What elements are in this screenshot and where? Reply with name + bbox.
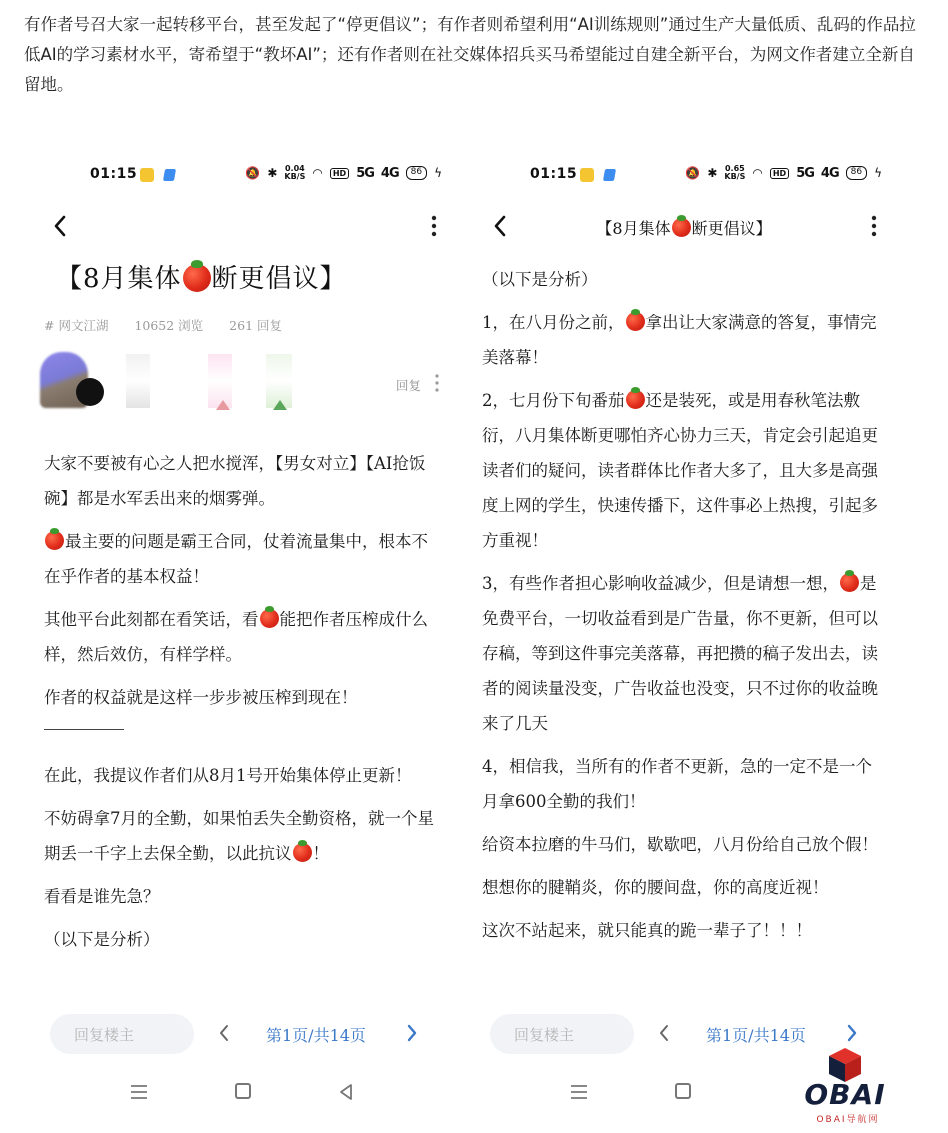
top-nav <box>30 208 458 244</box>
blurred-username <box>126 354 150 408</box>
body-paragraph: 想想你的腱鞘炎，你的腰间盘，你的高度近视！ <box>482 878 829 897</box>
tomato-icon <box>672 218 691 237</box>
menu-icon[interactable] <box>570 1084 588 1100</box>
tomato-icon <box>45 531 64 550</box>
article-intro-paragraph: 有作者号召大家一起转移平台，甚至发起了“停更倡议”；有作者则希望利用“AI训练规则”通过生产大量低质、乱码的作品拉低AI的学习素材水平，寄希望于“教坏AI”；还有作者则在社交媒体招兵买马希望能过自建全新平台，为网文作者建立全新自留地。 <box>24 15 916 94</box>
page-indicator[interactable]: 第1页/共14页 <box>706 1026 806 1045</box>
top-nav <box>470 208 898 244</box>
hd-icon: HD <box>330 168 349 179</box>
divider <box>44 729 124 730</box>
tomato-icon <box>260 609 279 628</box>
obai-logo <box>795 1046 915 1130</box>
signal-5g-icon: 5G <box>796 165 814 181</box>
status-bar <box>30 160 458 190</box>
app-notification-icon <box>140 168 154 182</box>
status-icons <box>685 165 882 181</box>
post-title: 【8月集体 断更倡议】 <box>56 264 347 294</box>
body-paragraph: 4，相信我，当所有的作者不更新，急的一定不是一个月拿600全勤的我们！ <box>482 757 872 811</box>
page-prev-icon[interactable] <box>656 1020 672 1046</box>
body-paragraph: 这次不站起来，就只能真的跪一辈子了！！！ <box>482 921 812 940</box>
tomato-icon <box>840 573 859 592</box>
battery-icon: 86 <box>406 166 427 180</box>
reply-input[interactable]: 回复楼主 <box>50 1014 194 1054</box>
page-next-icon[interactable] <box>404 1020 420 1046</box>
app-notification-icon-2 <box>163 169 176 181</box>
charging-icon: ϟ <box>874 166 882 180</box>
badge-triangle-icon <box>216 400 230 410</box>
body-paragraph: 最主要的问题是霸王合同，仗着流量集中，根本不在乎作者的基本权益！ <box>44 532 428 586</box>
home-icon[interactable] <box>675 1083 691 1099</box>
system-back-icon[interactable] <box>338 1083 354 1101</box>
badge-triangle-icon <box>273 400 287 410</box>
tomato-icon <box>626 312 645 331</box>
post-body <box>482 262 882 956</box>
post-body <box>44 446 444 965</box>
app-notification-icon-2 <box>603 169 616 181</box>
back-arrow-icon[interactable] <box>50 212 72 240</box>
network-speed: 0.65 KB/S <box>724 164 746 181</box>
tomato-icon <box>183 264 211 292</box>
signal-4g-icon: 4G <box>380 165 399 181</box>
mute-icon: 🔕 <box>245 166 261 180</box>
wifi-icon: ◠ <box>752 166 763 180</box>
network-speed: 0.04 KB/S <box>284 164 306 181</box>
status-time: 01:15 <box>90 166 138 182</box>
status-bar <box>470 160 898 190</box>
fade-mask <box>470 968 898 998</box>
body-paragraph: 1，在八月份之前， 拿出让大家满意的答复，事情完美落幕！ <box>482 313 877 367</box>
system-nav-bar <box>30 1078 458 1110</box>
reply-input[interactable]: 回复楼主 <box>490 1014 634 1054</box>
body-paragraph: 给资本拉磨的牛马们，歇歇吧，八月份给自己放个假！ <box>482 835 878 854</box>
view-count: 10652 浏览 <box>134 318 204 333</box>
tomato-icon <box>293 843 312 862</box>
logo-text: OBAI <box>804 1078 886 1111</box>
status-time: 01:15 <box>530 166 578 182</box>
reply-count: 261 回复 <box>229 318 283 333</box>
status-icons <box>245 165 442 181</box>
more-options-icon[interactable] <box>428 212 440 240</box>
left-phone-screenshot <box>30 150 458 1122</box>
reply-button[interactable]: 回复 <box>396 378 422 393</box>
right-phone-screenshot <box>470 150 898 1122</box>
mute-icon: 🔕 <box>685 166 701 180</box>
body-paragraph: （以下是分析） <box>44 930 160 949</box>
bluetooth-icon: ✱ <box>267 166 278 180</box>
body-paragraph: （以下是分析） <box>482 270 598 289</box>
signal-4g-icon: 4G <box>820 165 839 181</box>
charging-icon: ϟ <box>434 166 442 180</box>
app-notification-icon <box>580 168 594 182</box>
body-paragraph: 看看是谁先急？ <box>44 887 160 906</box>
page-prev-icon[interactable] <box>216 1020 232 1046</box>
body-paragraph: 在此，我提议作者们从8月1号开始集体停止更新！ <box>44 766 412 785</box>
menu-icon[interactable] <box>130 1084 148 1100</box>
topic-tag[interactable]: # 网文江湖 <box>44 318 109 333</box>
body-paragraph: 作者的权益就是这样一步步被压榨到现在！ <box>44 688 358 707</box>
nav-title: 【8月集体 断更倡议】 <box>596 219 772 238</box>
reply-bar <box>30 1012 458 1058</box>
body-paragraph: 大家不要被有心之人把水搅浑，【男女对立】【AI抢饭碗】都是水军丢出来的烟雾弹。 <box>44 454 426 508</box>
body-paragraph: 2，七月份下旬番茄 还是装死，或是用春秋笔法敷衍，八月集体断更哪怕齐心协力三天，肯定会引起追更读者们的疑问，读者群体比作者大多了，且大多是高强度上网的学生，快速传播下，这件事必上热搜，引起多方重视！ <box>482 391 878 550</box>
battery-icon: 86 <box>846 166 867 180</box>
avatar-overlay <box>76 378 104 406</box>
hd-icon: HD <box>770 168 789 179</box>
home-icon[interactable] <box>235 1083 251 1099</box>
reply-more-icon[interactable] <box>432 372 442 394</box>
signal-5g-icon: 5G <box>356 165 374 181</box>
tomato-icon <box>626 390 645 409</box>
more-options-icon[interactable] <box>868 212 880 240</box>
body-paragraph: 3，有些作者担心影响收益减少，但是请想一想， 是免费平台，一切收益看到是广告量，你不更新，但可以存稿，等到这件事完美落幕，再把攒的稿子发出去，读者的阅读量没变，广告收益也没变，只不过你的收益晚来了几天 <box>482 574 878 733</box>
author-row <box>40 350 450 414</box>
logo-subtext: OBAI导航网 <box>816 1115 880 1125</box>
fade-mask <box>30 968 458 998</box>
body-paragraph: 其他平台此刻都在看笑话，看 能把作者压榨成什么样，然后效仿，有样学样。 <box>44 610 428 664</box>
page-next-icon[interactable] <box>844 1020 860 1046</box>
wifi-icon: ◠ <box>312 166 323 180</box>
bluetooth-icon: ✱ <box>707 166 718 180</box>
page-indicator[interactable]: 第1页/共14页 <box>266 1026 366 1045</box>
body-paragraph: 不妨碍拿7月的全勤，如果怕丢失全勤资格，就一个星期丢一千字上去保全勤，以此抗议 ！ <box>44 809 434 863</box>
post-meta <box>44 316 304 334</box>
